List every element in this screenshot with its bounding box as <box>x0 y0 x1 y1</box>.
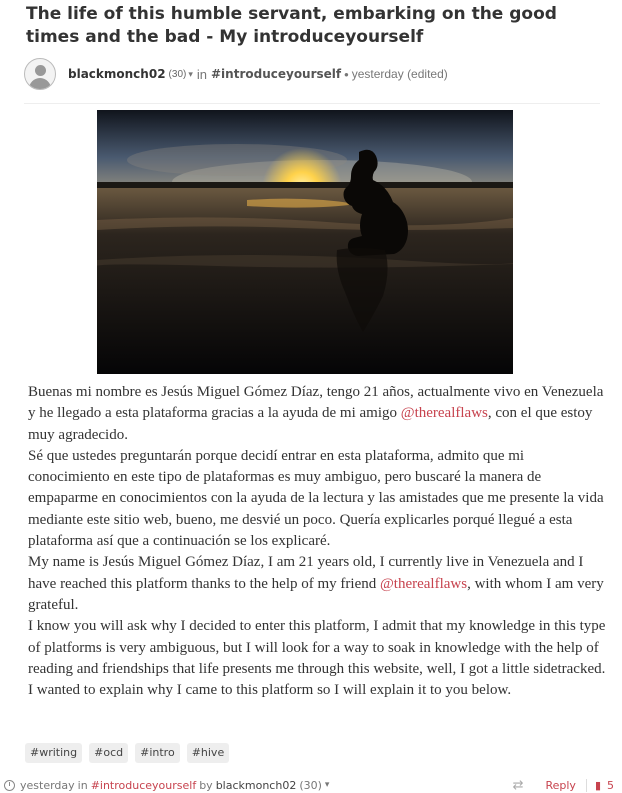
post-image[interactable] <box>97 110 513 374</box>
chevron-down-icon[interactable]: ▾ <box>324 780 330 790</box>
mention-link[interactable]: @therealflaws <box>379 575 468 592</box>
author-link[interactable]: blackmonch02 <box>68 67 166 81</box>
footer-author-link[interactable]: blackmonch02 <box>215 778 297 792</box>
reblog-icon[interactable]: ⇄ <box>512 777 524 793</box>
byline-separator: • <box>344 66 349 82</box>
clock-icon <box>4 780 15 791</box>
avatar[interactable] <box>24 58 56 90</box>
body-paragraph-4: I know you will ask why I decided to enter this platform, I admit that my knowledge in this type of platforms is very ambiguous, but I will look for a way to soak in knowledge with the help of reading and friendships that life presents me through this website, well, I got a little sidetracked. I wanted to explain why I came to this platform so I will explain it to you below. <box>28 618 606 699</box>
community-link[interactable]: #introduceyourself <box>211 67 342 81</box>
comment-icon[interactable]: ▮ <box>594 778 601 792</box>
author-reputation: (30) <box>168 68 187 80</box>
post-footer <box>4 777 618 793</box>
tag-list <box>25 743 229 763</box>
divider <box>24 103 600 104</box>
body-paragraph-2: Sé que ustedes preguntarán porque decidí entrar en esta plataforma, admito que mi conocimiento en este tipo de plataformas es muy ambiguo, pero buscaré la manera de empaparme en conocimientos con la ayuda de la lectura y las amistades que me presente la vida mediante este sitio web, bueno, me desvié un poco. Quería explicarles porqué llegué a esta plataforma así que a continuación se los explicaré. <box>28 447 604 550</box>
post-title: The life of this humble servant, embarking on the good times and the bad - My introduceyourself <box>26 4 557 47</box>
tag-intro[interactable]: #intro <box>135 743 180 763</box>
footer-by-label: by <box>199 778 213 792</box>
in-label: in <box>196 66 207 82</box>
mention-link[interactable]: @therealflaws <box>400 405 488 422</box>
paragraph-text: , con el que estoy muy agradecido. <box>28 405 593 443</box>
footer-in-label: in <box>77 778 88 792</box>
paragraph-text: Buenas mi nombre es Jesús Miguel Gómez Díaz, tengo 21 años, actualmente vivo en Venezuela y he llegado a esta plataforma gracias a la ayuda de mi amigo <box>28 384 604 422</box>
reply-button[interactable]: Reply <box>545 778 576 792</box>
tag-writing[interactable]: #writing <box>25 743 82 763</box>
paragraph-text: My name is Jesús Miguel Gómez Díaz, I am 21 years old, I currently live in Venezuela and I have reached this platform thanks to the help of my friend <box>28 554 584 592</box>
post-byline <box>24 56 604 92</box>
chevron-down-icon[interactable]: ▾ <box>188 68 193 79</box>
footer-community-link[interactable]: #introduceyourself <box>90 778 197 792</box>
footer-reputation: (30) <box>299 778 322 792</box>
sunset-silhouette-photo-icon <box>97 110 513 374</box>
comment-count[interactable]: 5 <box>607 778 614 792</box>
post-timestamp[interactable]: yesterday (edited) <box>351 67 448 81</box>
body-paragraph-3 <box>28 552 606 616</box>
footer-time[interactable]: yesterday <box>20 778 75 792</box>
body-paragraph-1 <box>28 382 606 446</box>
tag-hive[interactable]: #hive <box>187 743 230 763</box>
tag-ocd[interactable]: #ocd <box>89 743 128 763</box>
divider <box>586 779 587 792</box>
post-body <box>28 382 606 701</box>
paragraph-text: , with whom I am very grateful. <box>28 575 604 613</box>
